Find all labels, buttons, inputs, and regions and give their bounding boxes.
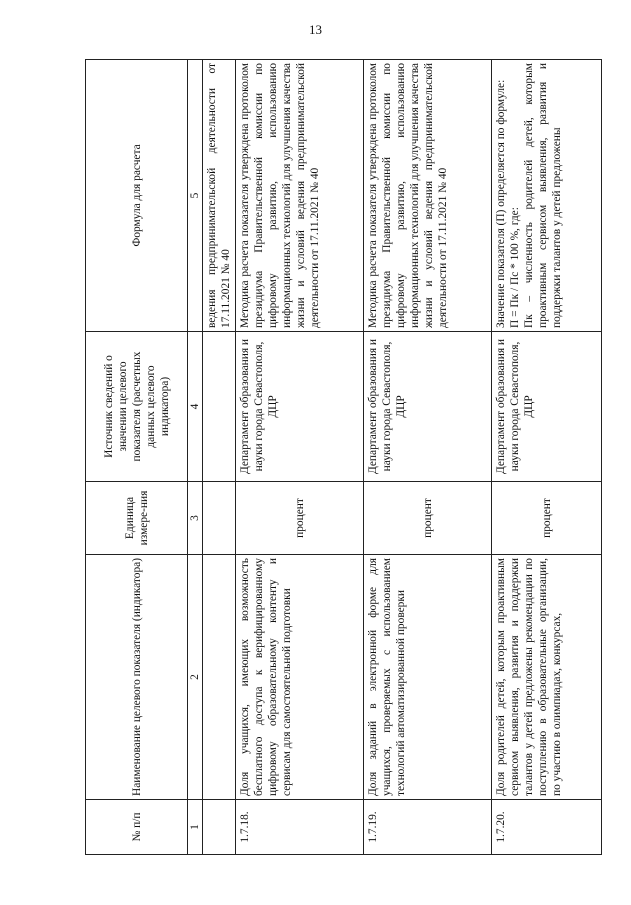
row-number <box>203 800 236 855</box>
column-number: 3 <box>188 482 203 555</box>
rotated-table-wrapper <box>85 60 602 855</box>
row-number: 1.7.18. <box>236 800 364 855</box>
table-row <box>492 60 602 855</box>
formula: Значение показателя (П) определяется по формуле: П = Пк / Пс * 100 %, где: Пк – численность родителей детей, которым проактивным сервисом выявления, развития и поддержки талантов у детей предложены <box>492 60 602 332</box>
column-number-row <box>188 60 203 855</box>
table-row <box>364 60 492 855</box>
indicator-name: Доля заданий в электронной форме для учащихся, проверяемых с использованием технологий автоматизированной проверки <box>364 555 492 800</box>
source <box>203 332 236 482</box>
indicators-table <box>85 59 602 855</box>
source: Департамент образования и науки города Севастополя, ДЦР <box>236 332 364 482</box>
page-number: 13 <box>309 22 322 37</box>
header-formula: Формула для расчета <box>86 60 188 332</box>
indicator-name <box>203 555 236 800</box>
indicator-name: Доля учащихся, имеющих возможность бесплатного доступа к верифицированному цифровому образовательному контенту и сервисам для самостоятельной подготовки <box>236 555 364 800</box>
table-row <box>236 60 364 855</box>
unit: процент <box>364 482 492 555</box>
formula: ведения предпринимательской деятельности от 17.11.2021 № 40 <box>203 60 236 332</box>
row-number: 1.7.20. <box>492 800 602 855</box>
unit <box>203 482 236 555</box>
source: Департамент образования и науки города Севастополя, ДЦР <box>492 332 602 482</box>
table-row <box>203 60 236 855</box>
formula: Методика расчета показателя утверждена протоколом президиума Правительственной комиссии по цифровому развитию, использованию информационных технологий для улучшения качества жизни и условий ведения предпринимательской деятельности от 17.11.2021 № 40 <box>236 60 364 332</box>
unit: процент <box>236 482 364 555</box>
column-number: 1 <box>188 800 203 855</box>
header-unit: Единица измере-ния <box>86 482 188 555</box>
unit: процент <box>492 482 602 555</box>
column-number: 4 <box>188 332 203 482</box>
header-indicator-name: Наименование целевого показателя (индикатора) <box>86 555 188 800</box>
header-number: № п/п <box>86 800 188 855</box>
header-source: Источник сведений о значении целевого показателя (расчетных данных целевого индикатора) <box>86 332 188 482</box>
header-row <box>86 60 188 855</box>
row-number: 1.7.19. <box>364 800 492 855</box>
column-number: 5 <box>188 60 203 332</box>
formula: Методика расчета показателя утверждена протоколом президиума Правительственной комиссии по цифровому развитию, использованию информационных технологий для улучшения качества жизни и условий ведения предпринимательской деятельности от 17.11.2021 № 40 <box>364 60 492 332</box>
column-number: 2 <box>188 555 203 800</box>
source: Департамент образования и науки города Севастополя, ДЦР <box>364 332 492 482</box>
indicator-name: Доля родителей детей, которым проактивным сервисом выявления, развития и поддержки талантов у детей предложены рекомендации по поступлению в образовательные организации, по участию в олимпиадах, конкурсах, <box>492 555 602 800</box>
